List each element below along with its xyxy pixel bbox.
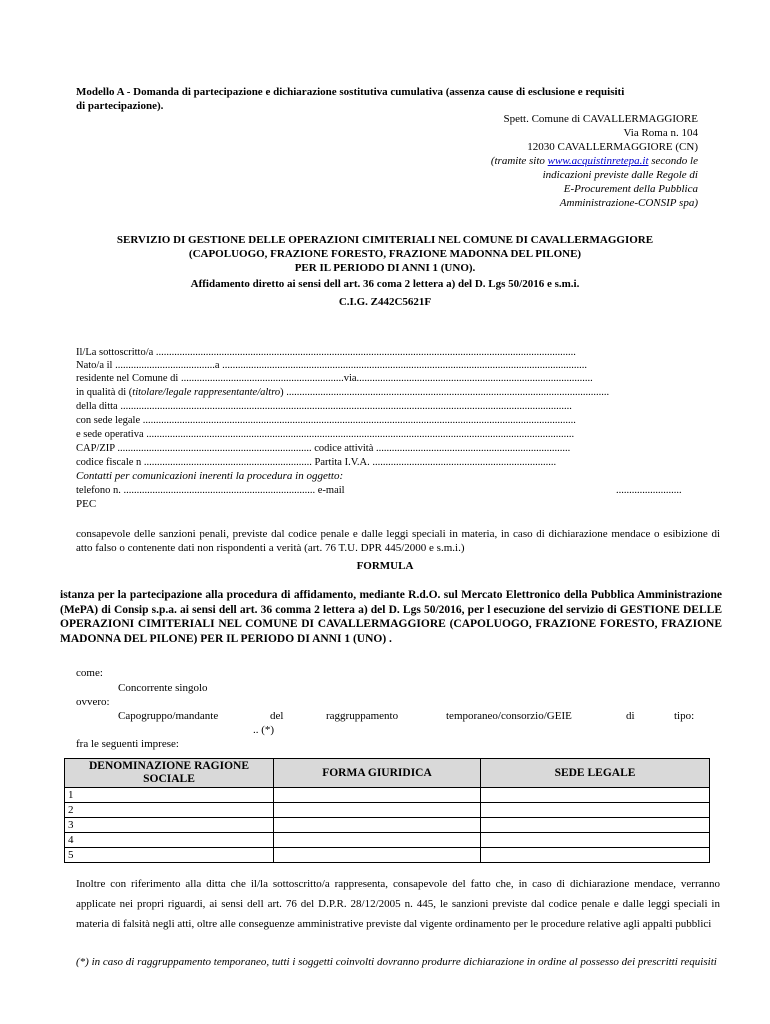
- cell-forma-giuridica[interactable]: [274, 848, 481, 863]
- cell-sede-legale[interactable]: [481, 803, 710, 818]
- cell-forma-giuridica[interactable]: [274, 818, 481, 833]
- field-telefono-email[interactable]: telefono n. ......................................................................... e-mail: [76, 485, 345, 496]
- qualita-italic: titolare/legale rappresentante/altro: [132, 387, 281, 398]
- field-cap-codice-attivita[interactable]: CAP/ZIP .......................................................................... codice attività ..........................................................................: [76, 443, 571, 454]
- cell-sede-legale[interactable]: [481, 833, 710, 848]
- field-sede-legale[interactable]: con sede legale .....................................................................................................................................................................: [76, 415, 576, 426]
- istanza-paragraph: istanza per la partecipazione alla procedura di affidamento, mediante R.d.O. sul Mercato Elettronico della Pubblica Amministrazione (MePA) di Consip s.p.a. ai sensi dell art. 36 comma 2 lettera a) del D. Lgs 50/2016, per l esecuzione del servizio di GESTIONE DELLE OPERAZIONI CIMITERIALI NEL COMUNE DI CAVALLERMAGGIORE (CAPOLUOGO, FRAZIONE FORESTO, FRAZIONE MADONNA DEL PILONE) PER IL PERIODO DI ANNI 1 (UNO) .: [60, 589, 722, 645]
- text-del: del: [270, 710, 284, 722]
- footnote: (*) in caso di raggruppamento temporaneo, tutti i soggetti coinvolti dovranno produrre dichiarazione in ordine al possesso dei prescritti requisiti: [76, 956, 717, 968]
- option-capogruppo[interactable]: Capogruppo/mandante: [118, 710, 219, 722]
- cell-sede-legale[interactable]: [481, 848, 710, 863]
- acquistinretepa-link[interactable]: www.acquistinretepa.it: [547, 155, 649, 167]
- document-title-line2: di partecipazione).: [76, 100, 164, 112]
- cell-sede-legale[interactable]: [481, 788, 710, 803]
- qualita-suffix: ) ...........................................................................................................................: [280, 387, 610, 398]
- recipient-link-suffix: secondo le: [648, 155, 698, 167]
- recipient-line: [491, 155, 698, 168]
- header-forma-giuridica: FORMA GIURIDICA: [274, 759, 481, 788]
- table-row: [65, 803, 710, 818]
- recipient-line: Spett. Comune di CAVALLERMAGGIORE: [503, 113, 698, 125]
- recipient-line: E-Procurement della Pubblica: [563, 183, 698, 195]
- table-row: [65, 848, 710, 863]
- cell-forma-giuridica[interactable]: [274, 788, 481, 803]
- field-pec[interactable]: PEC: [76, 498, 97, 510]
- document-title-line1: Modello A - Domanda di partecipazione e dichiarazione sostitutiva cumulativa (assenza cause di esclusione e requisiti: [76, 86, 625, 98]
- row-number[interactable]: 3: [65, 818, 274, 833]
- header-sede-legale: SEDE LEGALE: [481, 759, 710, 788]
- field-codice-fiscale-piva[interactable]: codice fiscale n ................................................................ Partita I.V.A. ......................................................................: [76, 457, 557, 468]
- table-row: [65, 788, 710, 803]
- subject-line: Affidamento diretto ai sensi dell art. 36 coma 2 lettera a) del D. Lgs 50/2016 e s.m.i.: [190, 278, 580, 290]
- row-number[interactable]: 1: [65, 788, 274, 803]
- field-nato[interactable]: Nato/a il ......................................a ...........................................................................................................................................: [76, 360, 587, 371]
- row-number[interactable]: 2: [65, 803, 274, 818]
- contatti-label: Contatti per comunicazioni inerenti la procedura in oggetto:: [76, 470, 344, 482]
- cell-forma-giuridica[interactable]: [274, 833, 481, 848]
- table-header-row: [65, 759, 710, 788]
- field-sede-operativa[interactable]: e sede operativa ...................................................................................................................................................................: [76, 429, 575, 440]
- row-number[interactable]: 5: [65, 848, 274, 863]
- recipient-link-prefix: (tramite sito: [490, 155, 548, 167]
- qualita-prefix: in qualità di (: [76, 387, 133, 398]
- table-row: [65, 818, 710, 833]
- option-concorrente-singolo[interactable]: Concorrente singolo: [118, 682, 208, 694]
- formula-title: FORMULA: [356, 560, 414, 572]
- imprese-table: [64, 758, 710, 863]
- text-tipo: tipo:: [674, 710, 695, 722]
- subject-line: SERVIZIO DI GESTIONE DELLE OPERAZIONI CIMITERIALI NEL COMUNE DI CAVALLERMAGGIORE: [116, 234, 654, 246]
- field-ditta[interactable]: della ditta ............................................................................................................................................................................: [76, 401, 572, 412]
- field-residente[interactable]: residente nel Comune di ..............................................................via..........................................................................................: [76, 373, 593, 384]
- recipient-line: Via Roma n. 104: [623, 127, 698, 139]
- header-denominazione: DENOMINAZIONE RAGIONE SOCIALE: [65, 759, 274, 788]
- text-di: di: [626, 710, 635, 722]
- inoltre-paragraph: Inoltre con riferimento alla ditta che il/la sottoscritto/a rappresenta, consapevole del fatto che, in caso di dichiarazione mendace, verranno applicate nei propri riguardi, ai sensi dell art. 76 del D.P.R. 28/12/2005 n. 445, le sanzioni previste dal codice penale e dalle leggi speciali in materia di falsità negli atti, oltre alle conseguenze amministrative previste dal vigente ordinamento per le procedure relative agli appalti pubblici: [76, 878, 720, 930]
- imprese-label: fra le seguenti imprese:: [76, 738, 179, 750]
- field-qualita[interactable]: [76, 386, 609, 399]
- cell-sede-legale[interactable]: [481, 818, 710, 833]
- recipient-line: indicazioni previste dalle Regole di: [542, 169, 698, 181]
- row-number[interactable]: 4: [65, 833, 274, 848]
- consapevole-paragraph: consapevole delle sanzioni penali, previste dal codice penale e dalle leggi speciali in materia, in caso di dichiarazione mendace o esibizione di atto falso o contenente dati non rispondenti a verità (art. 76 T.U. DPR 445/2000 e s.m.i.): [76, 528, 720, 554]
- text-temporaneo: temporaneo/consorzio/GEIE: [446, 710, 572, 722]
- come-label: come:: [76, 667, 103, 679]
- field-sottoscritto[interactable]: Il/La sottoscritto/a ................................................................................................................................................................: [76, 347, 576, 358]
- subject-line: (CAPOLUOGO, FRAZIONE FORESTO, FRAZIONE MADONNA DEL PILONE): [188, 248, 582, 260]
- table-row: [65, 833, 710, 848]
- field-email-dots[interactable]: .........................: [616, 485, 682, 496]
- cell-forma-giuridica[interactable]: [274, 803, 481, 818]
- cig-code: C.I.G. Z442C5621F: [338, 296, 432, 308]
- subject-line: PER IL PERIODO DI ANNI 1 (UNO).: [294, 262, 476, 274]
- recipient-line: 12030 CAVALLERMAGGIORE (CN): [527, 141, 698, 153]
- ovvero-label: ovvero:: [76, 696, 110, 708]
- recipient-line: Amministrazione-CONSIP spa): [559, 197, 698, 209]
- text-raggruppamento: raggruppamento: [326, 710, 399, 722]
- asterisk-field[interactable]: .. (*): [253, 724, 275, 736]
